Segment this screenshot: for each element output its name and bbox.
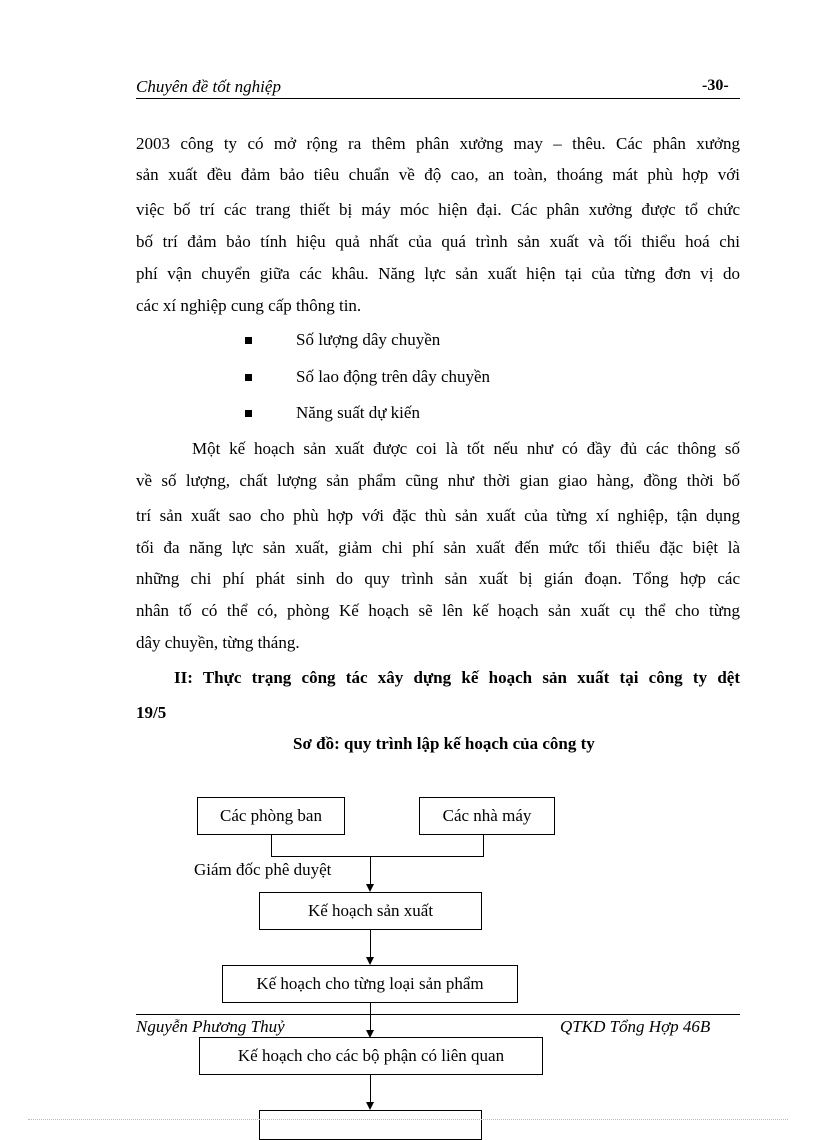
paragraph1-line: các xí nghiệp cung cấp thông tin.	[136, 296, 362, 315]
paragraph1-line: 2003 công ty có mở rộng ra thêm phân xưởng may – thêu. Các phân xưởng	[136, 134, 740, 153]
box-production-plan: Kế hoạch sản xuất	[259, 892, 482, 930]
paragraph1-line: sản xuất đều đảm bảo tiêu chuẩn về độ cao, an toàn, thoáng mát phù hợp với	[136, 165, 740, 184]
connector-line	[370, 930, 371, 958]
bullet-item: Số lao động trên dây chuyền	[296, 367, 491, 386]
paragraph1-line: việc bố trí các trang thiết bị máy móc hiện đại. Các phân xưởng được tổ chức	[136, 200, 740, 219]
header-title: Chuyên đề tốt nghiệp	[136, 77, 281, 96]
bullet-item: Số lượng dây chuyền	[296, 330, 441, 349]
header-divider	[136, 98, 740, 99]
paragraph2-line: những chi phí phát sinh do quy trình sản xuất bị gián đoạn. Tổng hợp các	[136, 569, 740, 588]
arrow-down-icon	[366, 1102, 374, 1110]
bullet-square-icon	[245, 410, 252, 417]
box-product-plan: Kế hoạch cho từng loại sản phẩm	[222, 965, 518, 1003]
paragraph1-line: bố trí đảm bảo tính hiệu quả nhất của quá trình sản xuất và tối thiểu hoá chi	[136, 232, 740, 251]
bullet-square-icon	[245, 337, 252, 344]
paragraph2-line: dây chuyền, từng tháng.	[136, 633, 300, 652]
paragraph2-line: về số lượng, chất lượng sản phẩm cũng như thời gian giao hàng, đồng thời bố	[136, 471, 740, 490]
box-factories: Các nhà máy	[419, 797, 555, 835]
box-departments: Các phòng ban	[197, 797, 345, 835]
approval-label: Giám đốc phê duyệt	[194, 860, 332, 879]
connector-line	[370, 856, 371, 884]
connector-line	[483, 835, 484, 857]
paragraph2-line: nhân tố có thể có, phòng Kế hoạch sẽ lên kế hoạch sản xuất cụ thể cho từng	[136, 601, 740, 620]
paragraph1-line: phí vận chuyển giữa các khâu. Năng lực sản xuất hiện tại của từng đơn vị do	[136, 264, 740, 283]
bullet-item: Năng suất dự kiến	[296, 403, 420, 422]
section-heading-cont: 19/5	[136, 703, 167, 722]
page-number: -30-	[702, 77, 729, 94]
arrow-down-icon	[366, 884, 374, 892]
box-dept-plan: Kế hoạch cho các bộ phận có liên quan	[199, 1037, 543, 1075]
footer-class: QTKD Tổng Hợp 46B	[560, 1017, 711, 1036]
connector-line	[271, 856, 484, 857]
page-break-line	[28, 1119, 788, 1120]
diagram-title: Sơ đồ: quy trình lập kế hoạch của công ty	[293, 734, 595, 753]
paragraph2-line: trí sản xuất sao cho phù hợp với đặc thù sản xuất của từng xí nghiệp, tận dụng	[136, 506, 740, 525]
box-partial-next	[259, 1110, 482, 1140]
connector-line	[271, 835, 272, 857]
paragraph2-line: tối đa năng lực sản xuất, giảm chi phí sản xuất đến mức tối thiểu đặc biệt là	[136, 538, 740, 557]
footer-author: Nguyễn Phương Thuỷ	[136, 1017, 285, 1036]
arrow-down-icon	[366, 957, 374, 965]
connector-line	[370, 1003, 371, 1031]
bullet-square-icon	[245, 374, 252, 381]
footer-divider	[136, 1014, 740, 1015]
section-heading: II: Thực trạng công tác xây dựng kế hoạch sản xuất tại công ty dệt	[174, 668, 740, 687]
connector-line	[370, 1075, 371, 1103]
paragraph2-line: Một kế hoạch sản xuất được coi là tốt nếu như có đầy đủ các thông số	[192, 439, 740, 458]
